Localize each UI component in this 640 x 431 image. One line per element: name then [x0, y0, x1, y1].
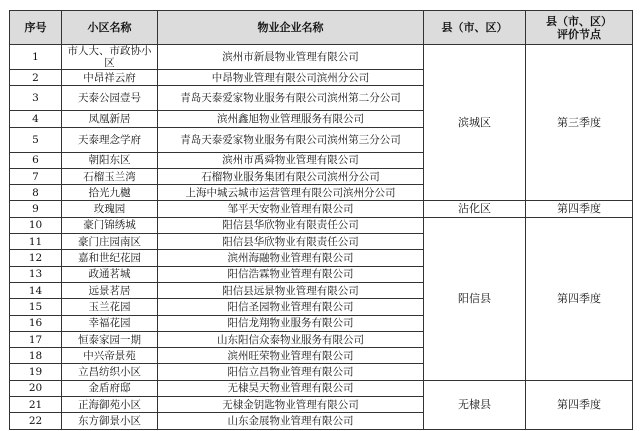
cell-name: 凤凰新居 [62, 111, 158, 127]
cell-company: 滨州海融物业管理有限公司 [158, 250, 424, 266]
cell-no: 5 [10, 127, 62, 152]
property-evaluation-table [9, 10, 633, 430]
cell-company: 中昂物业管理有限公司滨州分公司 [158, 70, 424, 86]
cell-company: 山东金展物业管理有限公司 [158, 413, 424, 429]
header-phase-line2: 评价节点 [557, 27, 601, 41]
cell-company: 山东阳信众泰物业服务有限公司 [158, 331, 424, 347]
cell-name: 石榴玉兰湾 [62, 168, 158, 184]
cell-name: 中兴帝景苑 [62, 348, 158, 364]
cell-name: 东方御景小区 [62, 413, 158, 429]
cell-county-group: 沾化区 [424, 201, 526, 217]
header-county: 县（市、区） [424, 11, 526, 45]
cell-name: 幸福花园 [62, 315, 158, 331]
table-row [10, 217, 633, 233]
cell-phase-group: 第四季度 [526, 217, 633, 380]
cell-company: 阳信圣园物业管理有限公司 [158, 299, 424, 315]
cell-company: 青岛天泰爱家物业服务有限公司滨州第三分公司 [158, 127, 424, 152]
cell-no: 20 [10, 380, 62, 396]
cell-no: 1 [10, 45, 62, 70]
cell-county-group: 滨城区 [424, 45, 526, 201]
cell-no: 14 [10, 282, 62, 298]
cell-company: 滨州旺荣物业管理有限公司 [158, 348, 424, 364]
cell-no: 9 [10, 201, 62, 217]
cell-name: 立昌纺织小区 [62, 364, 158, 380]
cell-name: 玉兰花园 [62, 299, 158, 315]
header-row [10, 11, 633, 45]
cell-company: 青岛天泰爱家物业服务有限公司滨州第二分公司 [158, 86, 424, 111]
cell-no: 18 [10, 348, 62, 364]
cell-name: 市人大、市政协小区 [62, 45, 158, 70]
cell-phase-group: 第四季度 [526, 380, 633, 429]
cell-no: 8 [10, 185, 62, 201]
cell-company: 滨州市新晨物业管理有限公司 [158, 45, 424, 70]
cell-company: 石榴物业服务集团有限公司滨州分公司 [158, 168, 424, 184]
table-row [10, 201, 633, 217]
cell-no: 4 [10, 111, 62, 127]
cell-no: 10 [10, 217, 62, 233]
cell-company: 阳信县远景物业管理有限公司 [158, 282, 424, 298]
property-evaluation-table-container [9, 10, 632, 430]
cell-no: 16 [10, 315, 62, 331]
cell-no: 2 [10, 70, 62, 86]
cell-name: 拾光九樾 [62, 185, 158, 201]
header-phase [526, 11, 633, 45]
cell-no: 3 [10, 86, 62, 111]
cell-company: 阳信立昌物业管理有限公司 [158, 364, 424, 380]
cell-no: 13 [10, 266, 62, 282]
cell-name: 中昂祥云府 [62, 70, 158, 86]
cell-company: 滨州市禹舜物业管理有限公司 [158, 152, 424, 168]
cell-name: 玫瑰园 [62, 201, 158, 217]
cell-name: 金盾府邸 [62, 380, 158, 396]
cell-no: 15 [10, 299, 62, 315]
cell-name: 政通茗城 [62, 266, 158, 282]
cell-phase-group: 第三季度 [526, 45, 633, 201]
cell-name: 豪门锦绣城 [62, 217, 158, 233]
cell-company: 阳信龙翔物业服务有限公司 [158, 315, 424, 331]
cell-phase-group: 第四季度 [526, 201, 633, 217]
cell-company: 上海中城云城市运营管理有限公司滨州分公司 [158, 185, 424, 201]
header-phase-line1: 县（市、区） [546, 14, 612, 28]
cell-no: 6 [10, 152, 62, 168]
cell-no: 12 [10, 250, 62, 266]
cell-company: 滨州鑫旭物业管理服务有限公司 [158, 111, 424, 127]
cell-no: 21 [10, 397, 62, 413]
cell-no: 22 [10, 413, 62, 429]
cell-company: 邹平天安物业管理有限公司 [158, 201, 424, 217]
header-no: 序号 [10, 11, 62, 45]
cell-name: 朝阳东区 [62, 152, 158, 168]
table-row [10, 380, 633, 396]
cell-no: 19 [10, 364, 62, 380]
cell-name: 嘉和世纪花园 [62, 250, 158, 266]
cell-company: 阳信县华欣物业有限责任公司 [158, 234, 424, 250]
cell-company: 无棣金钥匙物业管理有限公司 [158, 397, 424, 413]
cell-no: 7 [10, 168, 62, 184]
cell-company: 无棣昊天物业管理有限公司 [158, 380, 424, 396]
cell-name: 正海御苑小区 [62, 397, 158, 413]
cell-name: 天泰理念学府 [62, 127, 158, 152]
cell-name: 天泰公园壹号 [62, 86, 158, 111]
cell-name: 豪门庄园南区 [62, 234, 158, 250]
header-company: 物业企业名称 [158, 11, 424, 45]
cell-name: 远景茗居 [62, 282, 158, 298]
cell-county-group: 阳信县 [424, 217, 526, 380]
header-name: 小区名称 [62, 11, 158, 45]
cell-name: 恒泰家园一期 [62, 331, 158, 347]
cell-no: 17 [10, 331, 62, 347]
cell-county-group: 无棣县 [424, 380, 526, 429]
cell-company: 阳信浩霖物业管理有限公司 [158, 266, 424, 282]
table-row [10, 45, 633, 70]
cell-no: 11 [10, 234, 62, 250]
cell-company: 阳信县华欣物业有限责任公司 [158, 217, 424, 233]
